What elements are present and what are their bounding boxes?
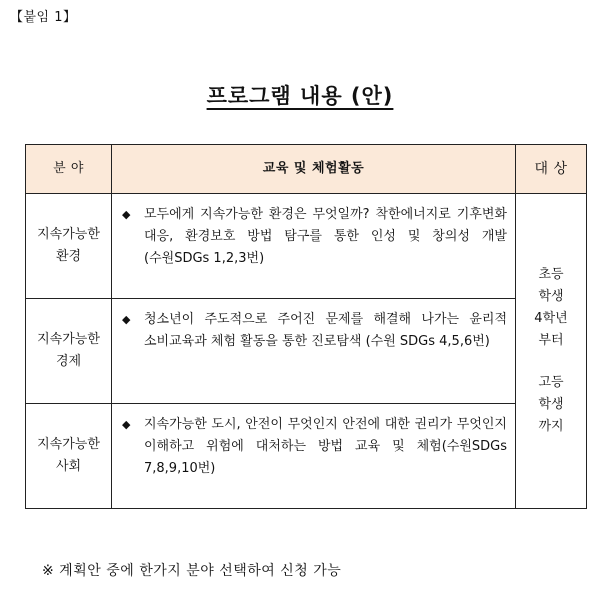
activity-text: 청소년이 주도적으로 주어진 문제를 해결해 나가는 윤리적 소비교육과 체험 활동을 통한 진로탐색 (수원 SDGs 4,5,6번) (144, 312, 507, 349)
target-text: 부터 (538, 333, 564, 348)
header-activity: 교육 및 체험활동 (112, 145, 516, 194)
activity-cell-economy (112, 299, 516, 404)
table-header-row (26, 145, 587, 194)
field-label: 지속가능한 (37, 437, 100, 452)
table-row (26, 194, 587, 299)
target-text: 초등 (538, 267, 564, 282)
field-cell-environment (26, 194, 112, 299)
header-field: 분 야 (26, 145, 112, 194)
page-title: 프로그램 내용 (안) (206, 84, 394, 108)
target-text: 까지 (538, 419, 564, 434)
field-cell-economy (26, 299, 112, 404)
page-title-wrapper (0, 80, 600, 110)
field-label: 지속가능한 (37, 227, 100, 242)
diamond-bullet-icon: ◆ (122, 418, 131, 431)
target-text: 학생 (538, 289, 564, 304)
activity-text: 모두에게 지속가능한 환경은 무엇일까? 착한에너지로 기후변화 대응, 환경보호 방법 탐구를 통한 인성 및 창의성 개발 (수원SDGs 1,2,3번) (144, 207, 507, 266)
target-text: 고등 (538, 375, 564, 390)
footnote: ※ 계획안 중에 한가지 분야 선택하여 신청 가능 (42, 563, 342, 579)
program-table (25, 144, 587, 509)
table-row (26, 299, 587, 404)
target-text: 4학년 (534, 311, 568, 326)
target-cell (516, 194, 587, 509)
activity-cell-environment (112, 194, 516, 299)
field-sublabel: 경제 (55, 354, 82, 369)
field-label: 지속가능한 (37, 332, 100, 347)
field-cell-society (26, 404, 112, 509)
table-row (26, 404, 587, 509)
diamond-bullet-icon: ◆ (122, 208, 131, 221)
field-sublabel: 환경 (55, 249, 82, 264)
activity-cell-society (112, 404, 516, 509)
field-sublabel: 사회 (55, 459, 82, 474)
activity-text: 지속가능한 도시, 안전이 무엇인지 안전에 대한 권리가 무엇인지 이해하고 위험에 대처하는 방법 교육 및 체험(수원SDGs 7,8,9,10번) (144, 417, 507, 476)
diamond-bullet-icon: ◆ (122, 313, 131, 326)
header-target: 대 상 (516, 145, 587, 194)
target-text: 학생 (538, 397, 564, 412)
attachment-label: 【붙임 1】 (10, 10, 77, 25)
